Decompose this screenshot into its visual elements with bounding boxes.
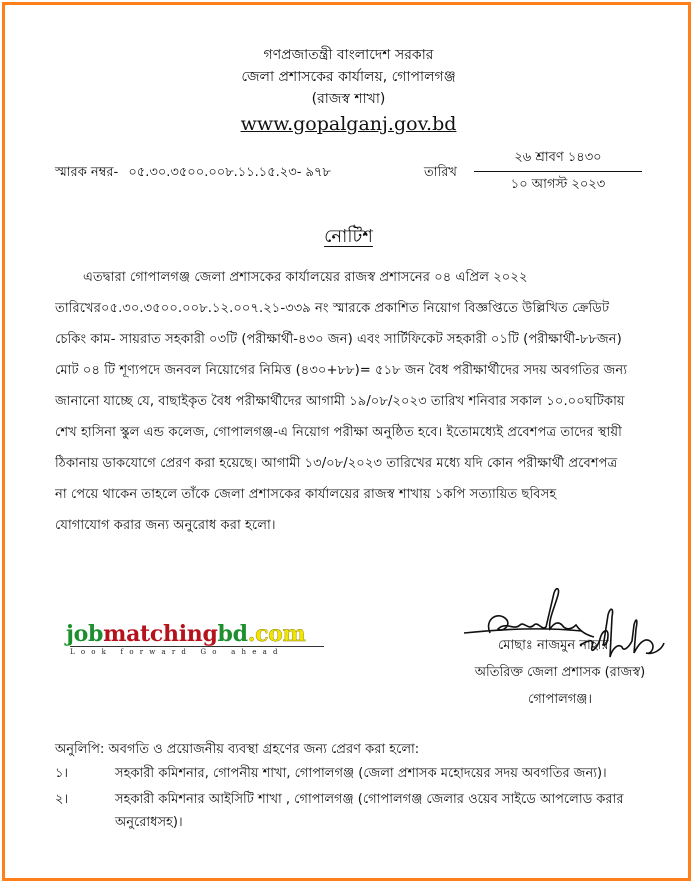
signatory-office: গোপালগঞ্জ। (527, 692, 593, 707)
copy-item (55, 788, 675, 812)
signatory-designation: অতিরিক্ত জেলা প্রশাসক (রাজস্ব) (474, 665, 646, 680)
date-divider (474, 171, 642, 172)
notice-title (0, 222, 697, 253)
logo-tagline: Look forward Go ahead (70, 646, 324, 657)
section-name: (রাজস্ব শাখা) (311, 91, 386, 107)
date-label: তারিখ (424, 165, 457, 180)
notice-line: যোগাযোগ করার জন্য অনুরোধ করা হলো। (55, 518, 276, 533)
copy-item-continuation: অনুরোধসহ)। (115, 815, 183, 830)
copy-heading: অনুলিপি: অবগতি ও প্রয়োজনীয় ব্যবস্থা গ্রহণের জন্য প্রেরণ করা হলো: (55, 742, 420, 757)
government-name: গণপ্রজাতন্ত্রী বাংলাদেশ সরকার (263, 47, 434, 63)
notice-line: ঠিকানায় ডাকযোগে প্রেরণ করা হয়েছে। আগামী ১৩/০৮/২০২৩ তারিখের মধ্যে যদি কোন পরীক্ষার্থী প্রবেশপত্র (55, 456, 618, 471)
copy-list (55, 738, 675, 834)
notice-line: শেখ হাসিনা স্কুল এন্ড কলেজ, গোপালগঞ্জ-এ নিয়োগ পরীক্ষা অনুষ্ঠিত হবে। ইতোমধ্যেই প্রবেশপত্র তাদের স্থায়ী (55, 425, 622, 440)
copy-item (55, 762, 675, 786)
notice-line: না পেয়ে থাকেন তাহলে তাঁকে জেলা প্রশাসকের কার্যালয়ের রাজস্ব শাখায় ১কপি সত্যায়িত ছবিসহ (55, 487, 557, 502)
logo-part-com: .com (247, 621, 306, 647)
memo-label: স্মারক নম্বর- (55, 165, 119, 180)
date-english: ১০ আগস্ট ২০২৩ (510, 177, 606, 192)
copy-item-text: সহকারী কমিশনার আইসিটি শাখা , গোপালগঞ্জ (গোপালগঞ্জ জেলার ওয়েব সাইডে আপলোড করার (115, 792, 624, 807)
website-link[interactable]: www.gopalganj.gov.bd (240, 113, 457, 135)
memo-value: ০৫.৩০.৩৫০০.০০৮.১১.১৫.২৩- ৯৭৮ (128, 165, 331, 180)
memo-number (55, 163, 331, 184)
signatory-name: মোছাঃ নাজমুন নাহার (498, 638, 609, 653)
office-name: জেলা প্রশাসকের কার্যালয়, গোপালগঞ্জ (241, 69, 456, 85)
notice-line: তারিখের০৫.৩০.৩৫০০.০০৮.১২.০০৭.২১-৩৩৯ নং স্মারকে প্রকাশিত নিয়োগ বিজ্ঞপ্তিতে উল্লিখিত ক্রেডিট (55, 301, 610, 316)
logo-part-matching: matching (103, 621, 218, 647)
logo-part-bd: bd (217, 621, 248, 647)
notice-line: এতদ্বারা গোপালগঞ্জ জেলা প্রশাসকের কার্যালয়ের রাজস্ব প্রশাসনের ০৪ এপ্রিল ২০২২ (83, 270, 528, 285)
signatory-block (440, 632, 680, 713)
copy-item-text: সহকারী কমিশনার, গোপনীয় শাখা, গোপালগঞ্জ (জেলা প্রশাসক মহোদয়ের সদয় অবগতির জন্য)। (115, 766, 607, 781)
notice-line: চেকিং কাম- সায়রাত সহকারী ০৩টি (পরীক্ষার্থী-৪৩০ জন) এবং সার্টিফিকেট সহকারী ০১টি (পরীক্ষার্থী-৮৮জন) (55, 332, 622, 347)
letterhead (0, 44, 697, 138)
date-bangla: ২৬ শ্রাবণ ১৪৩০ (514, 150, 602, 165)
copy-item-number: ২। (55, 792, 69, 807)
copy-item-number: ১। (55, 766, 69, 781)
logo-part-job: job (66, 621, 104, 647)
notice-line: জানানো যাচ্ছে যে, বাছাইকৃত বৈধ পরীক্ষার্থীদের আগামী ১৯/০৮/২০২৩ তারিখ শনিবার সকাল ১০.০০ঘটিকায় (55, 394, 625, 409)
watermark-logo (66, 622, 306, 646)
notice-body (55, 262, 672, 541)
notice-line: মোট ০৪ টি শূণ্যপদে জনবল নিয়োগের নিমিত্ত (৪৩০+৮৮)= ৫১৮ জন বৈধ পরীক্ষার্থীদের সদয় অবগতির জন্য (55, 363, 628, 378)
date-block (474, 148, 642, 195)
notice-title-text: নোটিশ (324, 226, 373, 247)
